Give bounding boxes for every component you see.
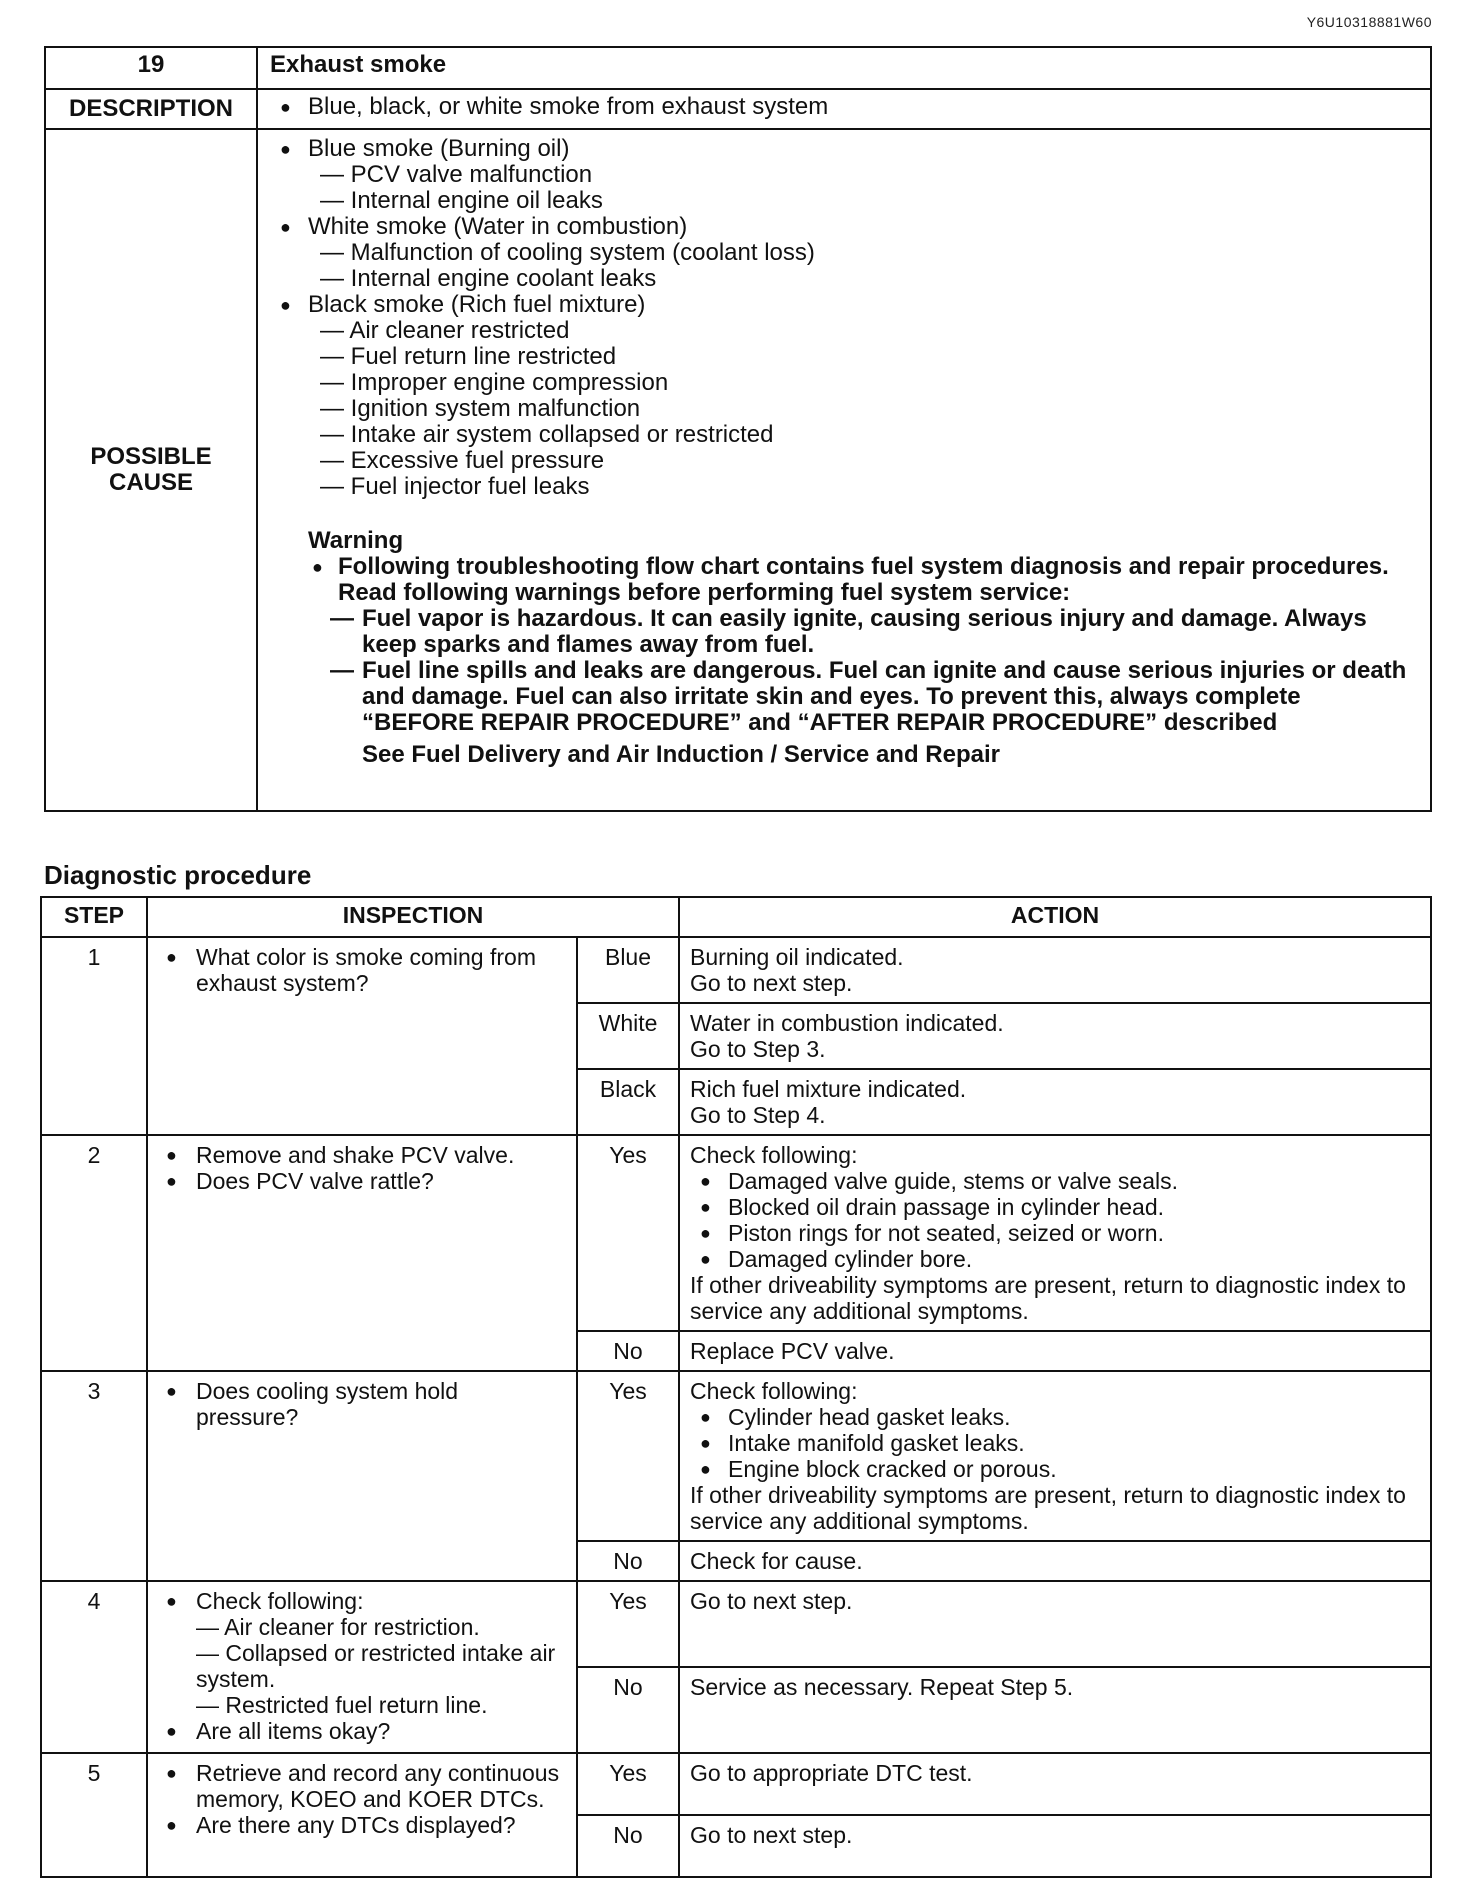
answer-cell: No: [577, 1815, 679, 1877]
action-cell: Go to next step.: [679, 1581, 1431, 1667]
dash-mark: —: [330, 657, 354, 684]
answer-cell: Yes: [577, 1135, 679, 1331]
action-cell: Go to appropriate DTC test.: [679, 1753, 1431, 1815]
action-header: ACTION: [679, 897, 1431, 937]
inspection-item: ● What color is smoke coming from exhaust system?: [164, 944, 564, 996]
action-cell: [679, 1135, 1431, 1331]
step-number: 2: [41, 1135, 147, 1371]
inspection-cell: [147, 1371, 577, 1581]
step-number: 1: [41, 937, 147, 1135]
diagnostic-header-row: [41, 897, 1431, 937]
answer-cell: White: [577, 1003, 679, 1069]
answer-cell: No: [577, 1541, 679, 1581]
cause-item: — Fuel injector fuel leaks: [320, 473, 590, 500]
cause-item: — PCV valve malfunction: [320, 161, 593, 188]
action-bullet: ● Blocked oil drain passage in cylinder head.: [690, 1194, 1420, 1220]
action-bullet: ● Intake manifold gasket leaks.: [690, 1430, 1420, 1456]
cause-item: — Improper engine compression: [320, 369, 669, 396]
action-cell: Go to next step.: [679, 1815, 1431, 1877]
action-note: If other driveability symptoms are present, return to diagnostic index to service any additional symptoms.: [690, 1272, 1406, 1324]
step-header: STEP: [41, 897, 147, 937]
cause-group-title: ● Blue smoke (Burning oil): [270, 136, 1418, 162]
inspection-item: ● Are there any DTCs displayed?: [164, 1812, 564, 1838]
action-line: Rich fuel mixture indicated.: [690, 1076, 967, 1102]
inspection-sub-item: — Collapsed or restricted intake air system.: [196, 1640, 556, 1692]
answer-cell: Yes: [577, 1371, 679, 1541]
step-row: [41, 1371, 1431, 1541]
cause-item: — Internal engine coolant leaks: [320, 265, 657, 292]
action-cell: Service as necessary. Repeat Step 5.: [679, 1667, 1431, 1753]
action-line: Check following:: [690, 1142, 858, 1168]
action-cell: [679, 937, 1431, 1003]
inspection-item: ● Does PCV valve rattle?: [164, 1168, 564, 1194]
action-bullet: ● Piston rings for not seated, seized or worn.: [690, 1220, 1420, 1246]
possible-cause-label: POSSIBLE CAUSE: [45, 129, 257, 811]
symptom-number: 19: [45, 47, 257, 89]
symptom-table: [44, 46, 1432, 812]
step-row: [41, 1135, 1431, 1331]
warning-dash-item: [270, 606, 1418, 658]
action-cell: [679, 1003, 1431, 1069]
action-line: Check following:: [690, 1378, 858, 1404]
cause-item: — Excessive fuel pressure: [320, 447, 605, 474]
possible-cause-cell: [257, 129, 1431, 811]
action-bullet: ● Engine block cracked or porous.: [690, 1456, 1420, 1482]
action-line: Water in combustion indicated.: [690, 1010, 1004, 1036]
step-number: 4: [41, 1581, 147, 1753]
inspection-item: ● Retrieve and record any continuous memory, KOEO and KOER DTCs.: [164, 1760, 564, 1812]
action-bullet: ● Damaged cylinder bore.: [690, 1246, 1420, 1272]
document-code: Y6U10318881W60: [1306, 14, 1432, 30]
cause-item: — Air cleaner restricted: [320, 317, 570, 344]
cause-item: — Ignition system malfunction: [320, 395, 641, 422]
action-bullet: ● Damaged valve guide, stems or valve seals.: [690, 1168, 1420, 1194]
description-label: DESCRIPTION: [45, 89, 257, 129]
inspection-cell: [147, 937, 577, 1135]
warning-dash-text: Fuel vapor is hazardous. It can easily ignite, causing serious injury and damage. Always keep sparks and flames away from fuel.: [362, 605, 1367, 658]
warning-reference: See Fuel Delivery and Air Induction / Service and Repair: [362, 741, 1000, 768]
action-cell: [679, 1069, 1431, 1135]
possible-cause-row: [45, 129, 1431, 811]
step-row: [41, 1753, 1431, 1815]
inspection-cell: [147, 1581, 577, 1753]
answer-cell: Blue: [577, 937, 679, 1003]
action-cell: [679, 1371, 1431, 1541]
inspection-item: ● Check following:: [164, 1588, 564, 1614]
warning-dash-item: [270, 658, 1418, 736]
cause-group-title: ● Black smoke (Rich fuel mixture): [270, 292, 1418, 318]
warning-title: Warning: [308, 527, 404, 554]
warning-bullet: ● Following troubleshooting flow chart contains fuel system diagnosis and repair procedures. Read following warnings before performing fuel system service:: [270, 554, 1418, 606]
cause-item: — Fuel return line restricted: [320, 343, 617, 370]
action-line: Go to Step 4.: [690, 1102, 826, 1128]
answer-cell: Yes: [577, 1581, 679, 1667]
dash-mark: —: [330, 605, 354, 632]
action-bullet: ● Cylinder head gasket leaks.: [690, 1404, 1420, 1430]
action-cell: Check for cause.: [679, 1541, 1431, 1581]
step-number: 3: [41, 1371, 147, 1581]
cause-group-title: ● White smoke (Water in combustion): [270, 214, 1418, 240]
inspection-item: ● Remove and shake PCV valve.: [164, 1142, 564, 1168]
symptom-title: Exhaust smoke: [257, 47, 1431, 89]
diagnostic-procedure-title: Diagnostic procedure: [44, 860, 312, 890]
step-row: [41, 1581, 1431, 1667]
action-note: If other driveability symptoms are present, return to diagnostic index to service any additional symptoms.: [690, 1482, 1406, 1534]
answer-cell: Black: [577, 1069, 679, 1135]
step-row: [41, 937, 1431, 1003]
action-line: Go to next step.: [690, 970, 853, 996]
action-line: Go to Step 3.: [690, 1036, 826, 1062]
warning-dash-text: Fuel line spills and leaks are dangerous. Fuel can ignite and cause serious injuries or death and damage. Fuel can also irritate skin and eyes. To prevent this, always complete “BEFORE REPAIR PROCEDURE” and “AFTER REPAIR PROCEDURE” described: [362, 657, 1407, 736]
description-cell: [257, 89, 1431, 129]
symptom-header-row: [45, 47, 1431, 89]
inspection-item: ● Does cooling system hold pressure?: [164, 1378, 564, 1430]
step-number: 5: [41, 1753, 147, 1877]
action-line: Burning oil indicated.: [690, 944, 904, 970]
answer-cell: No: [577, 1331, 679, 1371]
answer-cell: No: [577, 1667, 679, 1753]
description-item: ● Blue, black, or white smoke from exhaust system: [270, 94, 1418, 120]
inspection-header: INSPECTION: [147, 897, 679, 937]
cause-item: — Internal engine oil leaks: [320, 187, 603, 214]
diagnostic-table: [40, 896, 1432, 1878]
cause-item: — Malfunction of cooling system (coolant loss): [320, 239, 815, 266]
description-row: [45, 89, 1431, 129]
inspection-sub-item: — Restricted fuel return line.: [196, 1692, 488, 1718]
inspection-cell: [147, 1753, 577, 1877]
action-cell: Replace PCV valve.: [679, 1331, 1431, 1371]
answer-cell: Yes: [577, 1753, 679, 1815]
inspection-sub-item: — Air cleaner for restriction.: [196, 1614, 480, 1640]
inspection-item: ● Are all items okay?: [164, 1718, 564, 1744]
inspection-cell: [147, 1135, 577, 1371]
cause-item: — Intake air system collapsed or restricted: [320, 421, 774, 448]
